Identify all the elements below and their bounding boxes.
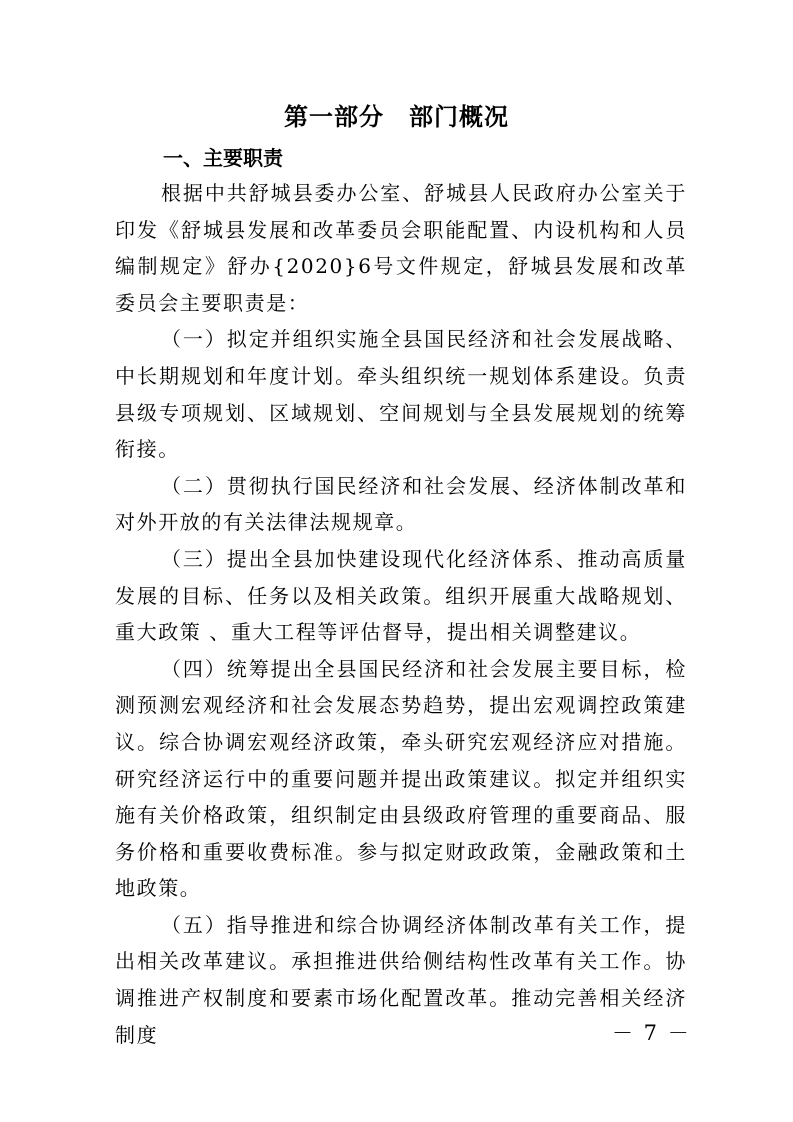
paragraph-duty-2: （二）贯彻执行国民经济和社会发展、经济体制改革和对外开放的有关法律法规规章。 <box>115 473 687 535</box>
page-number: － 7 － <box>612 1021 691 1045</box>
page-title: 第一部分 部门概况 <box>284 103 509 131</box>
paragraph-intro: 根据中共舒城县委办公室、舒城县人民政府办公室关于印发《舒城县发展和改革委员会职能配置、内设机构和人员编制规定》舒办{2020}6号文件规定，舒城县发展和改革委员会主要职责是： <box>115 181 687 315</box>
paragraph-duty-4: （四）统筹提出全县国民经济和社会发展主要目标，检测预测宏观经济和社会发展态势趋势，提出宏观调控政策建议。综合协调宏观经济政策，牵头研究宏观经济应对措施。研究经济运行中的重要问题并提出政策建议。拟定并组织实施有关价格政策，组织制定由县级政府管理的重要商品、服务价格和重要收费标准。参与拟定财政政策，金融政策和土地政策。 <box>115 656 687 901</box>
body-text <box>115 175 687 1053</box>
paragraph-duty-5: （五）指导推进和综合协调经济体制改革有关工作，提出相关改革建议。承担推进供给侧结构性改革有关工作。协调推进产权制度和要素市场化配置改革。推动完善相关经济制度 <box>115 912 687 1047</box>
paragraph-duty-3: （三）提出全县加快建设现代化经济体系、推动高质量发展的目标、任务以及相关政策。组织开展重大战略规划、重大政策 、重大工程等评估督导，提出相关调整建议。 <box>115 546 687 645</box>
section-heading: 一、主要职责 <box>163 146 283 170</box>
paragraph-duty-1: （一）拟定并组织实施全县国民经济和社会发展战略、中长期规划和年度计划。牵头组织统一规划体系建设。负责 县级专项规划、区域规划、空间规划与全县发展规划的统筹 衔接。 <box>115 327 687 462</box>
